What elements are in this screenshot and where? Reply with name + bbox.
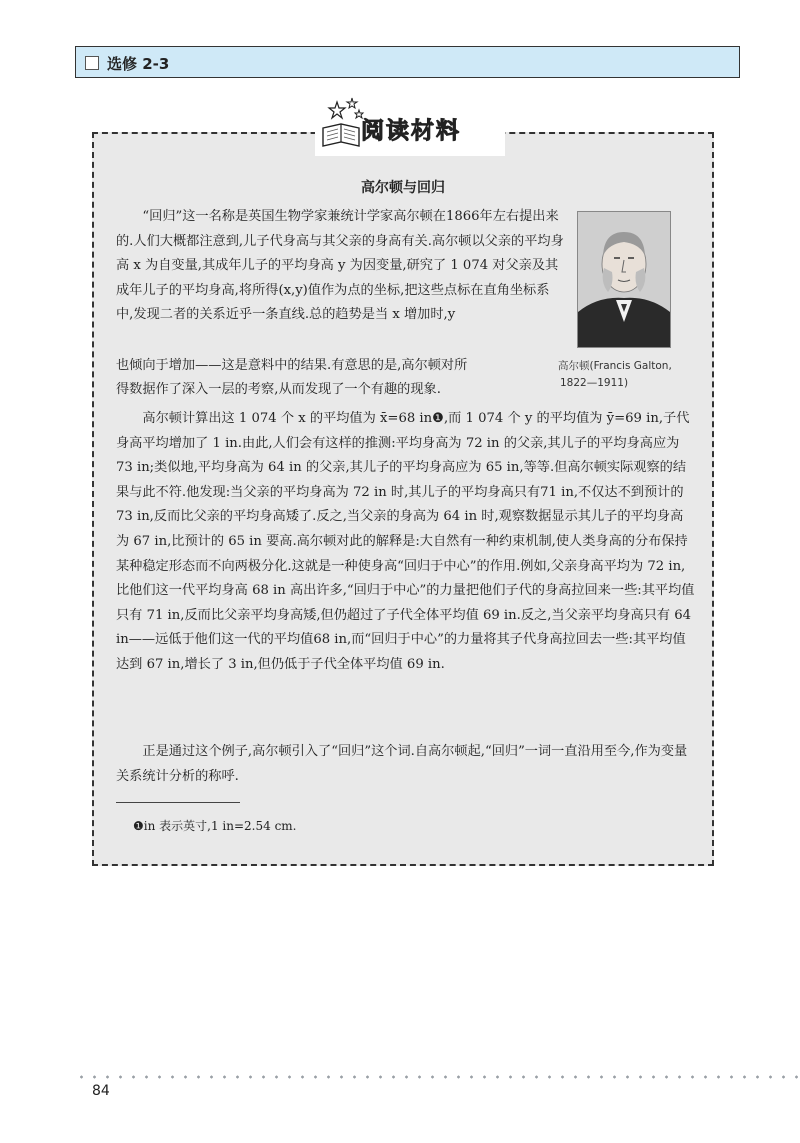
banner-title: 阅读材料: [361, 118, 461, 144]
header-square-icon: [85, 56, 99, 70]
caption-name: 高尔顿(Francis Galton,: [558, 360, 672, 372]
portrait-illustration: [578, 212, 670, 347]
chapter-title: 选修 2-3: [107, 55, 170, 73]
paragraph-2: 高尔顿计算出这 1 074 个 x 的平均值为 x̄=68 in❶,而 1 074 个 y 的平均值为 ȳ=69 in,子代身高平均增加了 1 in.由此,人们会有这样的推测:平均身高为 72 in 的父亲,其儿子的平均身高应为 73 in;类似地,平均身高为 64 in 的父亲,其儿子的平均身高应为 65 in,等等.但高尔顿实际观察的结果与此不符.他发现:当父亲的平均身高为 72 in 时,其儿子的平均身高只有71 in,不仅达不到预计的 73 in,反而比父亲的平均身高矮了.反之,当父亲的身高为 64 in 时,观察数据显示其儿子的平均身高为 67 in,比预计的 65 in 要高.高尔顿对此的解释是:大自然有一种约束机制,使人类身高的分布保持某种稳定形态而不向两极分化.这就是一种使身高“回归于中心”的作用.例如,父亲身高平均为 72 in,比他们这一代平均身高 68 in 高出许多,“回归于中心”的力量把他们子代的身高拉回来一些:其平均值只有 71 in,反而比父亲平均身高矮,但仍超过了子代全体平均值 69 in.反之,当父亲平均身高只有 64 in——远低于他们这一代的平均值68 in,而“回归于中心”的力量将其子代身高拉回去一些:其平均值达到 67 in,增长了 3 in,但仍低于子代全体平均值 69 in.: [116, 411, 695, 672]
reading-banner: [315, 96, 505, 156]
paragraph-1-tail-b: 得数据作了深入一层的考察,从而发现了一个有趣的现象.: [116, 382, 441, 398]
paragraph-1-tail-a: 也倾向于增加——这是意料中的结果.有意思的是,高尔顿对所: [116, 357, 468, 373]
article-title: 高尔顿与回归: [361, 180, 445, 196]
caption-years: 1822—1911): [560, 377, 629, 389]
page-dotted-rule: [75, 1075, 800, 1079]
footnote: [133, 817, 296, 834]
footnote-text: in 表示英寸,1 in=2.54 cm.: [143, 819, 297, 833]
footnote-divider: [116, 802, 240, 803]
footnote-marker: ❶: [133, 819, 144, 833]
page-number: 84: [92, 1083, 110, 1099]
book-stars-icon: [319, 96, 367, 154]
portrait-caption: [558, 358, 693, 392]
chapter-header-bar: [75, 46, 740, 78]
galton-portrait: [577, 211, 671, 348]
paragraph-1: “回归”这一名称是英国生物学家兼统计学家高尔顿在1866年左右提出来的.人们大概都注意到,儿子代身高与其父亲的身高有关.高尔顿以父亲的平均身高 x 为自变量,其成年儿子的平均身高 y 为因变量,研究了 1 074 对父亲及其成年儿子的平均身高,将所得(x,y)值作为点的坐标,把这些点标在直角坐标系中,发现二者的关系近乎一条直线.总的趋势是当 x 增加时,y: [116, 209, 564, 323]
paragraph-3: 正是通过这个例子,高尔顿引入了“回归”这个词.自高尔顿起,“回归”一词一直沿用至今,作为变量关系统计分析的称呼.: [116, 744, 688, 784]
